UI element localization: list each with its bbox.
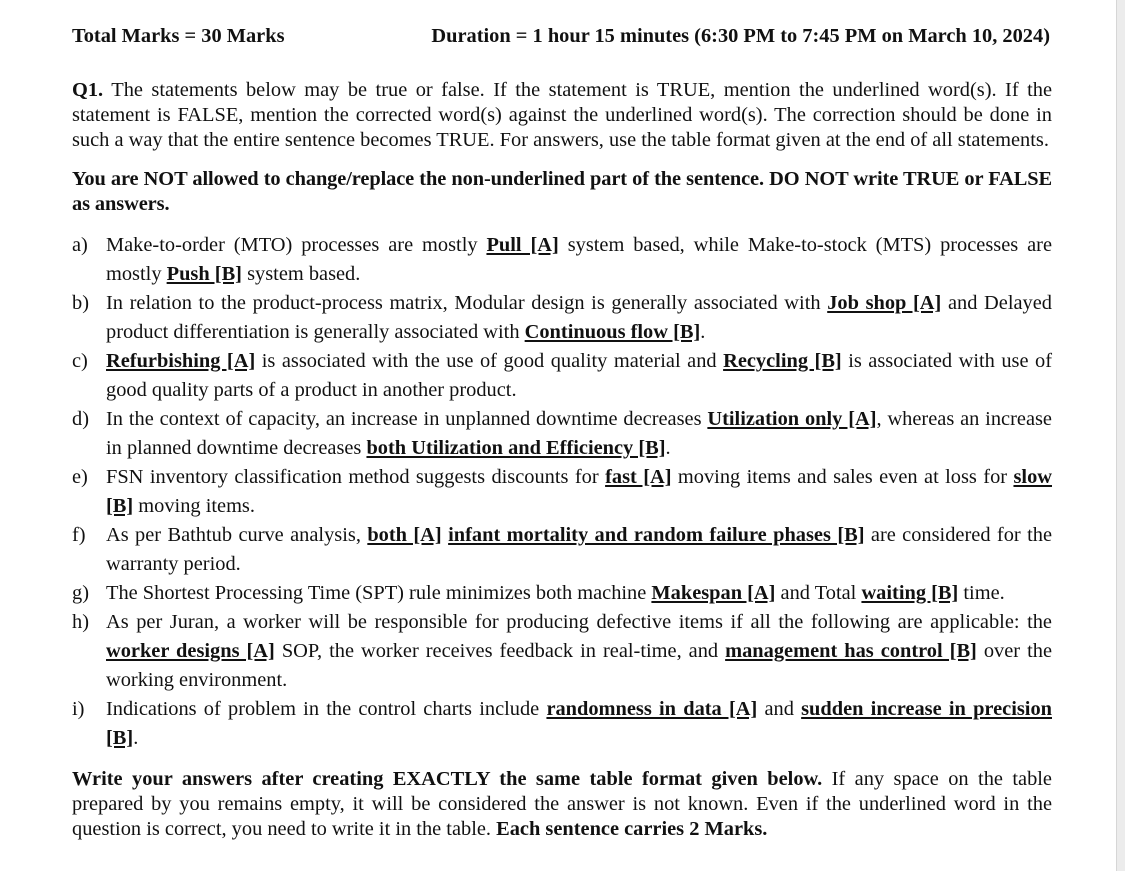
statement-text: .: [133, 727, 139, 749]
answer-instructions: [72, 767, 1052, 842]
statement-text: FSN inventory classification method suggests discounts for: [106, 466, 606, 488]
page-edge: [1116, 0, 1125, 871]
marks-per-sentence: Each sentence carries 2 Marks.: [496, 818, 768, 840]
answer-instruction-text: If any space on the table prepared by you remains empty, it will be considered the answer is not known. Even if the underlined word in the question is correct, you need to write it in the table.: [72, 768, 1052, 840]
statement-item: [72, 579, 1052, 608]
statement-label: b): [72, 292, 89, 314]
statement-label: e): [72, 466, 88, 488]
statement-label: d): [72, 408, 89, 430]
underlined-term: Job shop [A]: [827, 292, 942, 314]
statement-text: and Total: [775, 582, 862, 604]
underlined-term: randomness in data [A]: [546, 698, 758, 720]
statement-text: The Shortest Processing Time (SPT) rule minimizes both machine: [106, 582, 652, 604]
statement-text: .: [700, 321, 706, 343]
statement-text: .: [665, 437, 671, 459]
underlined-term: fast [A]: [605, 466, 672, 488]
statement-text: and Delayed product differentiation is generally associated with: [106, 292, 1052, 343]
underlined-term: waiting [B]: [861, 582, 959, 604]
q1-intro: [72, 78, 1052, 153]
statement-item: [72, 347, 1052, 405]
statement-item: [72, 695, 1052, 753]
underlined-term: Makespan [A]: [651, 582, 776, 604]
underlined-term: Recycling [B]: [723, 350, 842, 372]
q1-intro-text: The statements below may be true or false. If the statement is TRUE, mention the underlined word(s). If the statement is FALSE, mention the corrected word(s) against the underlined word(s). The correction should be done in such a way that the entire sentence becomes TRUE. For answers, use the table format given at the end of all statements.: [72, 79, 1053, 151]
statement-text: system based.: [241, 263, 361, 285]
statement-label: h): [72, 611, 89, 633]
statement-label: g): [72, 582, 89, 604]
statement-label: c): [72, 350, 88, 372]
statement-text: In the context of capacity, an increase in unplanned downtime decreases: [106, 408, 708, 430]
underlined-term: Pull [A]: [486, 234, 559, 256]
statement-text: moving items.: [133, 495, 255, 517]
underlined-term: Push [B]: [166, 263, 242, 285]
underlined-term: both Utilization and Efficiency [B]: [366, 437, 666, 459]
statement-item: [72, 405, 1052, 463]
underlined-term: worker designs [A]: [106, 640, 275, 662]
underlined-term: Refurbishing [A]: [106, 350, 256, 372]
statement-text: Indications of problem in the control charts include: [106, 698, 547, 720]
statement-label: a): [72, 234, 88, 256]
statement-label: f): [72, 524, 86, 546]
statement-text: are considered for the warranty period.: [106, 524, 1052, 575]
answer-instruction-bold: Write your answers after creating EXACTLY the same table format given below.: [72, 768, 823, 790]
statement-item: [72, 521, 1052, 579]
underlined-term: infant mortality and random failure phases [B]: [448, 524, 865, 546]
statement-text: is associated with use of good quality parts of a product in another product.: [106, 350, 1053, 401]
underlined-term: sudden increase in precision [B]: [106, 698, 1052, 749]
exam-header: [72, 24, 1052, 49]
underlined-term: Utilization only [A]: [707, 408, 877, 430]
underlined-term: both [A]: [367, 524, 442, 546]
exam-duration: Duration = 1 hour 15 minutes (6:30 PM to 7:45 PM on March 10, 2024): [431, 25, 1050, 47]
underlined-term: Continuous flow [B]: [524, 321, 701, 343]
statement-text: system based, while Make-to-stock (MTS) processes are mostly: [106, 234, 1052, 285]
statement-text: In relation to the product-process matrix, Modular design is generally associated with: [106, 292, 828, 314]
statement-text: As per Bathtub curve analysis,: [106, 524, 368, 546]
statement-text: and: [757, 698, 802, 720]
statement-text: moving items and sales even at loss for: [671, 466, 1014, 488]
underlined-term: slow [B]: [106, 466, 1052, 517]
q1-label: Q1.: [72, 79, 104, 101]
total-marks: Total Marks = 30 Marks: [72, 25, 285, 47]
q1-rule: You are NOT allowed to change/replace the non-underlined part of the sentence. DO NOT write TRUE or FALSE as answers.: [72, 168, 1052, 215]
statement-text: time.: [958, 582, 1005, 604]
statement-text: As per Juran, a worker will be responsible for producing defective items if all the following are applicable: the: [106, 611, 1052, 633]
exam-content: [72, 24, 1052, 842]
statement-item: [72, 231, 1052, 289]
statement-text: Make-to-order (MTO) processes are mostly: [106, 234, 487, 256]
statement-list: [72, 231, 1052, 753]
statement-item: [72, 289, 1052, 347]
statement-text: SOP, the worker receives feedback in real-time, and: [274, 640, 726, 662]
statement-text: , whereas an increase in planned downtime decreases: [106, 408, 1052, 459]
statement-text: is associated with the use of good quality material and: [255, 350, 724, 372]
statement-item: [72, 463, 1052, 521]
underlined-term: management has control [B]: [725, 640, 977, 662]
statement-text: over the working environment.: [106, 640, 1052, 691]
statement-item: [72, 608, 1052, 695]
statement-label: i): [72, 698, 85, 720]
